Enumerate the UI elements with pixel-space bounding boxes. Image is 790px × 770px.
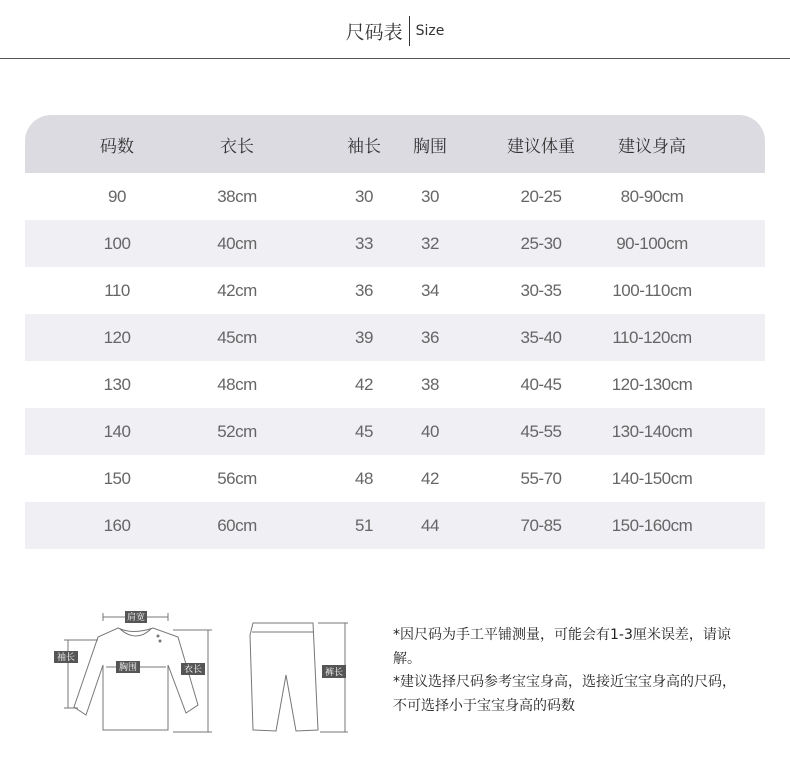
table-row <box>25 408 765 455</box>
column-header: 码数 <box>100 136 134 157</box>
column-header: 建议身高 <box>618 136 686 157</box>
label-pants-length: 裤长 <box>325 668 344 678</box>
table-cell: 30 <box>421 186 439 206</box>
table-cell: 130-140cm <box>611 421 693 441</box>
table-cell: 40cm <box>217 233 257 253</box>
table-cell: 30-35 <box>520 280 562 300</box>
table-cell: 51 <box>355 515 373 535</box>
note: *建议选择尺码参考宝宝身高，选接近宝宝身高的尺码，不可选择小于宝宝身高的码数 <box>393 674 736 714</box>
table-cell: 36 <box>421 327 439 347</box>
pants-outline <box>250 623 318 731</box>
shirt-outline <box>74 628 198 730</box>
label-sleeve: 袖长 <box>57 653 76 663</box>
table-cell: 42 <box>355 374 373 394</box>
table-cell: 42cm <box>217 280 257 300</box>
table-cell: 42 <box>421 468 439 488</box>
table-cell: 33 <box>355 233 373 253</box>
title-divider <box>409 16 410 46</box>
table-cell: 40-45 <box>520 374 562 394</box>
table-header <box>25 115 765 173</box>
table-cell: 48cm <box>217 374 257 394</box>
table-cell: 110 <box>104 280 130 300</box>
garment-measurement-diagram <box>48 605 348 740</box>
table-cell: 30 <box>355 186 373 206</box>
table-cell: 140 <box>103 421 131 441</box>
table-cell: 32 <box>421 233 439 253</box>
table-cell: 120 <box>103 327 131 347</box>
page-title <box>0 16 790 46</box>
table-cell: 80-90cm <box>620 186 684 206</box>
size-table <box>25 115 765 549</box>
table-cell: 38cm <box>217 186 257 206</box>
table-cell: 36 <box>355 280 373 300</box>
table-cell: 90 <box>108 186 126 206</box>
table-cell: 100 <box>103 233 131 253</box>
table-cell: 160 <box>103 515 131 535</box>
title-zh: 尺码表 <box>345 21 403 44</box>
table-cell: 90-100cm <box>616 233 688 253</box>
label-length: 衣长 <box>184 665 203 675</box>
table-row <box>25 173 765 220</box>
table-cell: 56cm <box>217 468 257 488</box>
table-cell: 120-130cm <box>611 374 693 394</box>
table-cell: 70-85 <box>520 515 562 535</box>
table-cell: 150 <box>103 468 131 488</box>
table-row <box>25 502 765 549</box>
table-cell: 25-30 <box>520 233 562 253</box>
table-cell: 60cm <box>217 515 257 535</box>
column-header: 建议体重 <box>507 136 575 157</box>
column-header: 胸围 <box>413 136 447 157</box>
table-cell: 40 <box>421 421 439 441</box>
table-row <box>25 455 765 502</box>
table-cell: 39 <box>355 327 373 347</box>
table-cell: 110-120cm <box>612 327 692 347</box>
table-row <box>25 267 765 314</box>
table-row <box>25 314 765 361</box>
table-cell: 140-150cm <box>611 468 693 488</box>
table-cell: 48 <box>355 468 373 488</box>
table-cell: 52cm <box>217 421 257 441</box>
table-cell: 45 <box>355 421 373 441</box>
size-notes <box>393 624 738 718</box>
table-cell: 130 <box>103 374 131 394</box>
label-chest: 胸围 <box>119 663 138 673</box>
table-cell: 45cm <box>217 327 257 347</box>
table-cell: 100-110cm <box>612 280 692 300</box>
table-cell: 150-160cm <box>611 515 693 535</box>
table-row <box>25 361 765 408</box>
table-row <box>25 220 765 267</box>
table-cell: 35-40 <box>520 327 562 347</box>
table-cell: 34 <box>421 280 439 300</box>
table-cell: 38 <box>421 374 439 394</box>
header-divider <box>0 58 790 59</box>
note: *因尺码为手工平铺测量，可能会有1-3厘米误差，请谅解。 <box>393 627 731 667</box>
table-cell: 45-55 <box>520 421 562 441</box>
table-cell: 20-25 <box>520 186 562 206</box>
label-shoulder: 肩宽 <box>127 613 146 623</box>
table-cell: 44 <box>421 515 439 535</box>
title-en: Size <box>415 23 445 39</box>
column-header: 衣长 <box>220 136 254 157</box>
column-header: 袖长 <box>347 136 381 157</box>
table-cell: 55-70 <box>520 468 562 488</box>
